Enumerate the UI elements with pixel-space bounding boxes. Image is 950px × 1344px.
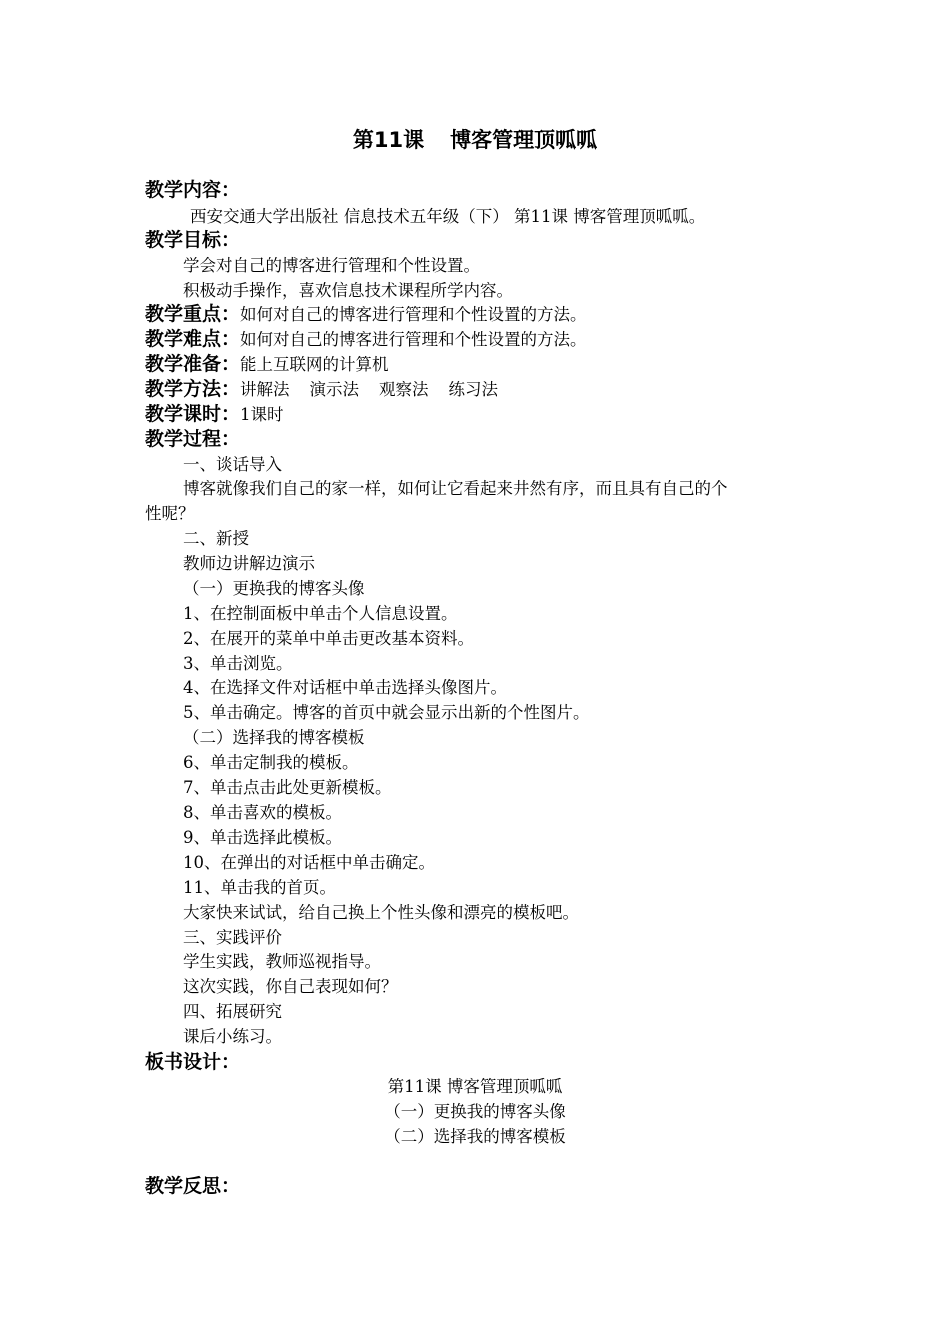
process-line: 课后小练习。 [183, 1027, 282, 1046]
board-heading: 板书设计： [145, 1051, 241, 1073]
process-line: 7、单击点击此处更新模板。 [183, 778, 392, 797]
method-item: 演示法 [309, 380, 360, 399]
process-line: 5、单击确定。博客的首页中就会显示出新的个性图片。 [183, 703, 590, 722]
content-text: 西安交通大学出版社 信息技术五年级（下） 第11课 博客管理顶呱呱。 [190, 207, 706, 226]
process-line: 教师边讲解边演示 [183, 554, 315, 573]
key-point-heading: 教学重点： [145, 303, 241, 325]
process-line: 1、在控制面板中单击个人信息设置。 [183, 604, 458, 623]
process-line: 四、拓展研究 [183, 1002, 282, 1021]
process-line: 4、在选择文件对话框中单击选择头像图片。 [183, 678, 507, 697]
process-line: 2、在展开的菜单中单击更改基本资料。 [183, 629, 474, 648]
lesson-name: 博客管理顶呱呱 [450, 128, 598, 152]
goal-item: 积极动手操作，喜欢信息技术课程所学内容。 [183, 281, 513, 300]
content-heading: 教学内容： [145, 179, 241, 201]
page-title [0, 124, 950, 154]
process-line: 二、新授 [183, 529, 249, 548]
hours-heading: 教学课时： [145, 403, 241, 425]
reflection-heading: 教学反思： [145, 1175, 241, 1197]
process-line: 10、在弹出的对话框中单击确定。 [183, 853, 435, 872]
process-line: 6、单击定制我的模板。 [183, 753, 359, 772]
key-point-row [145, 299, 587, 326]
process-line: 9、单击选择此模板。 [183, 828, 342, 847]
method-item: 讲解法 [240, 380, 290, 399]
board-line: 第11课 博客管理顶呱呱 [387, 1077, 563, 1096]
process-line: 3、单击浏览。 [183, 654, 293, 673]
methods-row [145, 374, 498, 401]
lesson-number: 第11课 [352, 128, 425, 152]
difficulty-row [145, 324, 587, 351]
methods-heading: 教学方法： [145, 378, 241, 400]
hours-text: 1课时 [240, 405, 284, 424]
process-line: 性呢？ [145, 504, 195, 523]
process-line: 三、实践评价 [183, 928, 282, 947]
method-item: 观察法 [379, 380, 429, 399]
goals-heading: 教学目标： [145, 229, 241, 251]
key-point-text: 如何对自己的博客进行管理和个性设置的方法。 [240, 305, 587, 324]
board-line: （一）更换我的博客头像 [384, 1102, 566, 1121]
difficulty-heading: 教学难点： [145, 328, 241, 350]
process-line: （一）更换我的博客头像 [183, 579, 365, 598]
preparation-heading: 教学准备： [145, 353, 241, 375]
process-line: （二）选择我的博客模板 [183, 728, 365, 747]
process-line: 一、谈话导入 [183, 455, 282, 474]
goal-item: 学会对自己的博客进行管理和个性设置。 [183, 256, 480, 275]
process-line: 11、单击我的首页。 [183, 878, 336, 897]
process-line: 大家快来试试，给自己换上个性头像和漂亮的模板吧。 [183, 903, 579, 922]
process-heading: 教学过程： [145, 428, 241, 450]
method-item: 练习法 [448, 380, 499, 399]
process-line: 博客就像我们自己的家一样，如何让它看起来井然有序，而且具有自己的个 [183, 479, 728, 498]
difficulty-text: 如何对自己的博客进行管理和个性设置的方法。 [240, 330, 587, 349]
preparation-row [145, 349, 389, 376]
process-line: 这次实践，你自己表现如何？ [183, 977, 398, 996]
preparation-text: 能上互联网的计算机 [240, 355, 389, 374]
process-line: 学生实践，教师巡视指导。 [183, 952, 381, 971]
hours-row [145, 399, 284, 426]
process-line: 8、单击喜欢的模板。 [183, 803, 342, 822]
board-line: （二）选择我的博客模板 [384, 1127, 566, 1146]
